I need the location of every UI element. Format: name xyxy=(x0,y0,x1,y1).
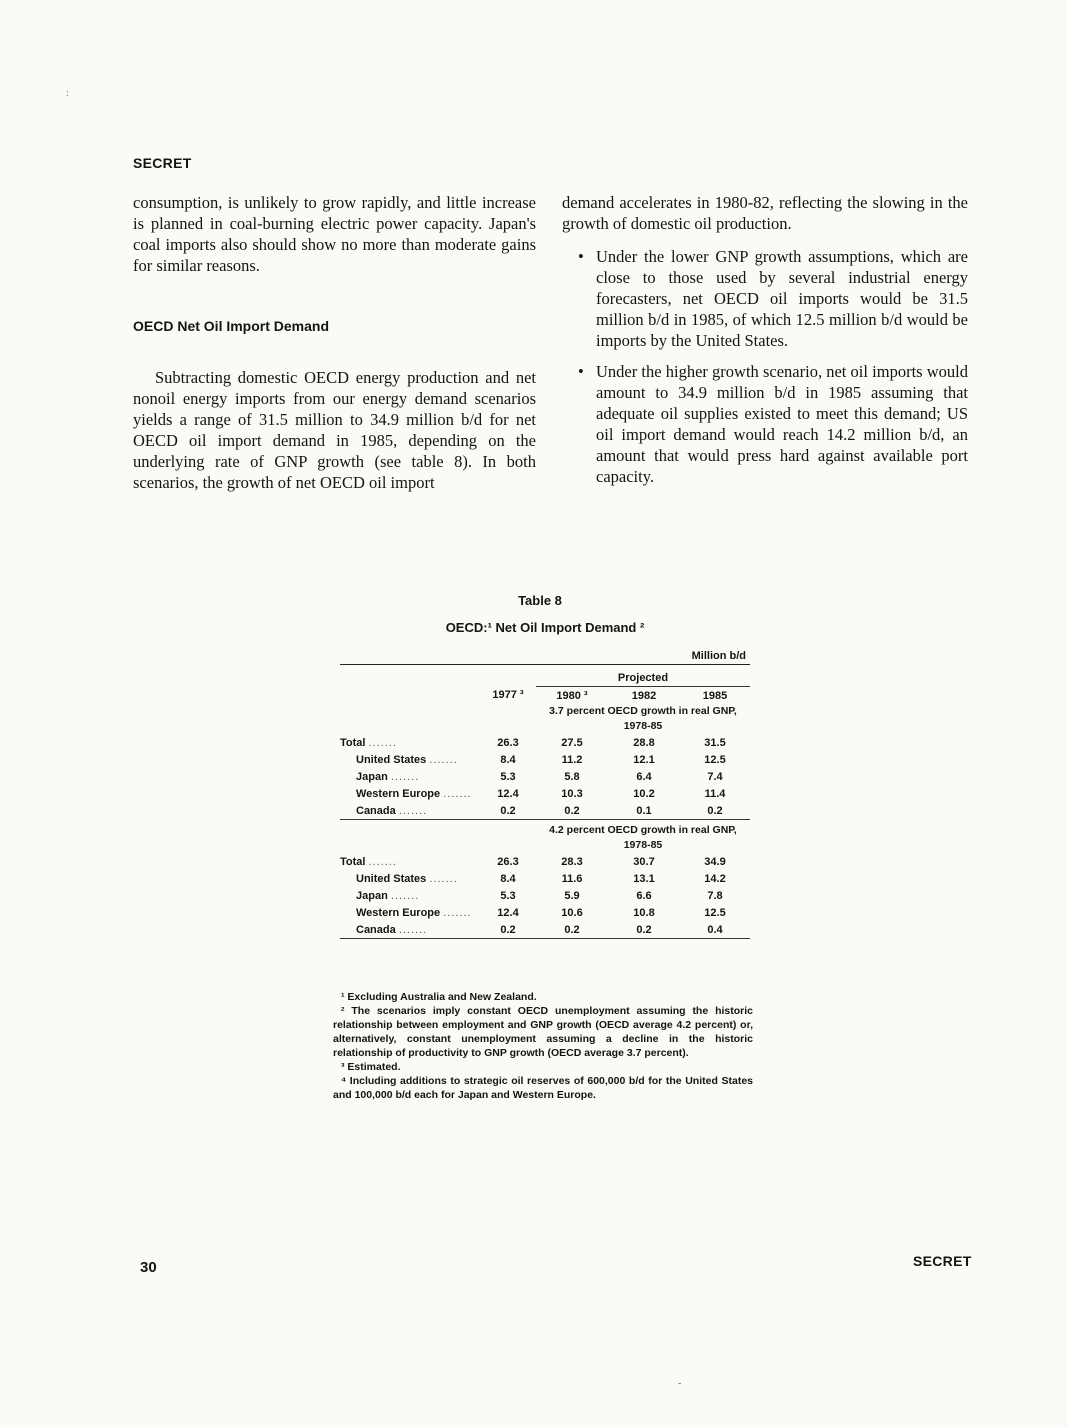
row-label: United States ....... xyxy=(356,753,458,766)
cell: 26.3 xyxy=(497,855,519,868)
cell: 14.2 xyxy=(704,872,726,885)
row-label: Japan ....... xyxy=(356,889,420,902)
table-title: OECD:¹ Net Oil Import Demand ² xyxy=(445,620,645,635)
cell: 7.4 xyxy=(707,770,723,783)
scan-speck: - xyxy=(678,1378,682,1389)
cell: 28.8 xyxy=(633,736,655,749)
projected-header: Projected xyxy=(536,669,750,687)
cell: 5.9 xyxy=(564,889,580,902)
cell: 10.3 xyxy=(561,787,583,800)
row-label: United States ....... xyxy=(356,872,458,885)
bullet-lower-growth: • Under the lower GNP growth assumptions, which are close to those used by several industrial energy forecasters, net OECD oil imports would be 31.5 million b/d in 1985, of which 12.5 million b/d would be imports by the United States. xyxy=(562,246,968,351)
table-row xyxy=(340,802,750,820)
cell: 27.5 xyxy=(561,736,583,749)
cell: 11.6 xyxy=(561,872,583,885)
cell: 34.9 xyxy=(704,855,726,868)
table-label: Table 8 xyxy=(518,593,562,608)
classification-header: SECRET xyxy=(133,155,192,171)
table-row xyxy=(340,904,750,921)
col-1985: 1985 xyxy=(702,689,728,702)
footnote: ³ Estimated. xyxy=(341,1061,401,1073)
right-column xyxy=(562,192,968,497)
cell: 6.6 xyxy=(636,889,652,902)
cell: 0.2 xyxy=(500,923,516,936)
cell: 26.3 xyxy=(497,736,519,749)
cell: 5.3 xyxy=(500,889,516,902)
cell: 13.1 xyxy=(633,872,655,885)
paragraph-consumption: consumption, is unlikely to grow rapidly, and little increase is planned in coal-burning electric power capacity. Japan's coal imports also should show no more than moderate gains for similar reasons. xyxy=(133,193,536,275)
footnote: ⁴ Including additions to strategic oil reserves of 600,000 b/d for the United States and 100,000 b/d each for Japan and Western Europe. xyxy=(333,1075,753,1101)
scenario-high-growth: 4.2 percent OECD growth in real GNP, 1978-85 xyxy=(549,824,737,851)
cell: 6.4 xyxy=(636,770,652,783)
table-row xyxy=(340,870,750,887)
paragraph-subtracting: Subtracting domestic OECD energy production and net nonoil energy imports from our energy demand scenarios yields a range of 31.5 million to 34.9 million b/d for net OECD oil import demand in 1985, depending on the underlying rate of GNP growth (see table 8). In both scenarios, the growth of net OECD oil import xyxy=(133,368,536,492)
cell: 0.2 xyxy=(564,923,580,936)
cell: 0.4 xyxy=(707,923,723,936)
table-row xyxy=(340,887,750,904)
cell: 11.4 xyxy=(704,787,726,800)
cell: 12.4 xyxy=(497,787,519,800)
cell: 10.8 xyxy=(633,906,655,919)
row-label: Total ....... xyxy=(340,736,397,749)
cell: 30.7 xyxy=(633,855,655,868)
col-1977: 1977 ³ xyxy=(492,689,524,702)
cell: 0.2 xyxy=(564,804,580,817)
cell: 0.2 xyxy=(636,923,652,936)
paragraph-demand-accelerates: demand accelerates in 1980-82, reflecting the slowing in the growth of domestic oil production. xyxy=(562,193,968,233)
oil-import-table xyxy=(340,650,750,942)
left-column xyxy=(133,192,536,493)
cell: 12.5 xyxy=(704,753,726,766)
classification-footer: SECRET xyxy=(913,1253,972,1269)
row-label: Canada ....... xyxy=(356,923,428,936)
cell: 31.5 xyxy=(704,736,726,749)
cell: 0.1 xyxy=(636,804,652,817)
row-label: Total ....... xyxy=(340,855,397,868)
cell: 8.4 xyxy=(500,872,516,885)
section-heading: OECD Net Oil Import Demand xyxy=(133,318,330,334)
row-label: Canada ....... xyxy=(356,804,428,817)
footnote: ¹ Excluding Australia and New Zealand. xyxy=(341,991,537,1003)
cell: 10.2 xyxy=(633,787,655,800)
table-row xyxy=(340,768,750,785)
table-footnotes xyxy=(333,990,753,1102)
table-row xyxy=(340,734,750,751)
col-1982: 1982 xyxy=(631,689,657,702)
table-units: Million b/d xyxy=(691,650,746,662)
table-row xyxy=(340,785,750,802)
row-label: Western Europe ....... xyxy=(356,906,472,919)
table-row xyxy=(340,751,750,768)
cell: 5.3 xyxy=(500,770,516,783)
cell: 11.2 xyxy=(561,753,583,766)
cell: 8.4 xyxy=(500,753,516,766)
footnote: ² The scenarios imply constant OECD unemployment assuming the historic relationship between employment and GNP growth (OECD average 4.2 percent) or, alternatively, constant unemployment assuming a decline in the historic relationship of productivity to GNP growth (OECD average 3.7 percent). xyxy=(333,1005,753,1059)
cell: 12.1 xyxy=(633,753,655,766)
table-row xyxy=(340,921,750,939)
cell: 0.2 xyxy=(707,804,723,817)
bullet-higher-growth: • Under the higher growth scenario, net oil imports would amount to 34.9 million b/d in 1985 assuming that adequate oil supplies existed to meet this demand; US oil import demand would reach 14.2 million b/d, an amount that would press hard against available port capacity. xyxy=(562,361,968,487)
bullet-list xyxy=(562,246,968,487)
row-label: Western Europe ....... xyxy=(356,787,472,800)
table-row xyxy=(340,853,750,870)
col-1980: 1980 ³ xyxy=(556,689,588,702)
cell: 0.2 xyxy=(500,804,516,817)
row-label: Japan ....... xyxy=(356,770,420,783)
cell: 5.8 xyxy=(564,770,580,783)
cell: 10.6 xyxy=(561,906,583,919)
cell: 12.5 xyxy=(704,906,726,919)
scan-speck: : xyxy=(66,88,69,99)
cell: 28.3 xyxy=(561,855,583,868)
page-number: 30 xyxy=(140,1259,157,1276)
cell: 7.8 xyxy=(707,889,723,902)
cell: 12.4 xyxy=(497,906,519,919)
scenario-low-growth: 3.7 percent OECD growth in real GNP, 1978-85 xyxy=(549,705,737,732)
